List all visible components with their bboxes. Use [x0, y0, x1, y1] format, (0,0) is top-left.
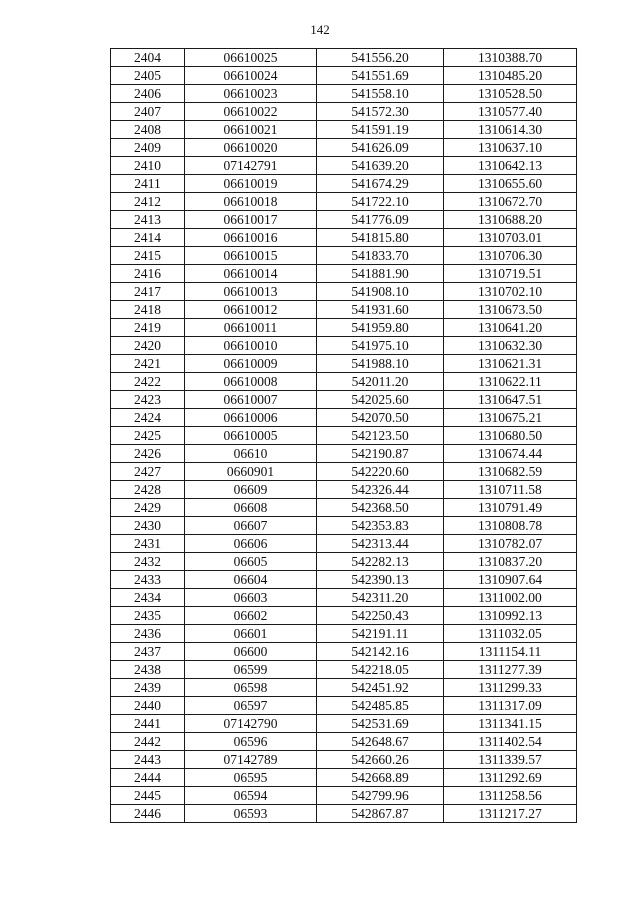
- table-row: [111, 625, 577, 643]
- point-code-cell: 06608: [185, 499, 317, 517]
- table-row: [111, 499, 577, 517]
- point-number-cell: 2430: [111, 517, 185, 535]
- point-number-cell: 2425: [111, 427, 185, 445]
- point-number-cell: 2415: [111, 247, 185, 265]
- point-code-cell: 06610010: [185, 337, 317, 355]
- table-row: [111, 571, 577, 589]
- table-row: [111, 661, 577, 679]
- y-coordinate-cell: 1310808.78: [444, 517, 577, 535]
- y-coordinate-cell: 1311154.11: [444, 643, 577, 661]
- point-number-cell: 2440: [111, 697, 185, 715]
- y-coordinate-cell: 1310528.50: [444, 85, 577, 103]
- x-coordinate-cell: 542799.96: [317, 787, 444, 805]
- point-number-cell: 2422: [111, 373, 185, 391]
- point-number-cell: 2445: [111, 787, 185, 805]
- point-code-cell: 06593: [185, 805, 317, 823]
- point-number-cell: 2419: [111, 319, 185, 337]
- point-number-cell: 2432: [111, 553, 185, 571]
- x-coordinate-cell: 542451.92: [317, 679, 444, 697]
- x-coordinate-cell: 542220.60: [317, 463, 444, 481]
- point-number-cell: 2404: [111, 49, 185, 67]
- x-coordinate-cell: 542353.83: [317, 517, 444, 535]
- y-coordinate-cell: 1310614.30: [444, 121, 577, 139]
- x-coordinate-cell: 542311.20: [317, 589, 444, 607]
- x-coordinate-cell: 541988.10: [317, 355, 444, 373]
- point-number-cell: 2412: [111, 193, 185, 211]
- point-code-cell: 06610008: [185, 373, 317, 391]
- y-coordinate-cell: 1310485.20: [444, 67, 577, 85]
- point-code-cell: 07142790: [185, 715, 317, 733]
- y-coordinate-cell: 1310907.64: [444, 571, 577, 589]
- x-coordinate-cell: 541959.80: [317, 319, 444, 337]
- point-number-cell: 2410: [111, 157, 185, 175]
- point-code-cell: 06603: [185, 589, 317, 607]
- x-coordinate-cell: 541572.30: [317, 103, 444, 121]
- point-code-cell: 07142789: [185, 751, 317, 769]
- x-coordinate-cell: 542326.44: [317, 481, 444, 499]
- coordinates-table: [110, 48, 577, 823]
- x-coordinate-cell: 541722.10: [317, 193, 444, 211]
- x-coordinate-cell: 542190.87: [317, 445, 444, 463]
- point-code-cell: 06610023: [185, 85, 317, 103]
- y-coordinate-cell: 1310577.40: [444, 103, 577, 121]
- point-number-cell: 2424: [111, 409, 185, 427]
- y-coordinate-cell: 1310622.11: [444, 373, 577, 391]
- point-number-cell: 2411: [111, 175, 185, 193]
- point-number-cell: 2446: [111, 805, 185, 823]
- table-row: [111, 175, 577, 193]
- table-row: [111, 607, 577, 625]
- table-row: [111, 103, 577, 121]
- x-coordinate-cell: 541591.19: [317, 121, 444, 139]
- table-row: [111, 679, 577, 697]
- table-row: [111, 265, 577, 283]
- point-code-cell: 06604: [185, 571, 317, 589]
- y-coordinate-cell: 1310647.51: [444, 391, 577, 409]
- point-code-cell: 06595: [185, 769, 317, 787]
- x-coordinate-cell: 542867.87: [317, 805, 444, 823]
- y-coordinate-cell: 1311341.15: [444, 715, 577, 733]
- table-row: [111, 391, 577, 409]
- x-coordinate-cell: 541556.20: [317, 49, 444, 67]
- point-code-cell: 06607: [185, 517, 317, 535]
- x-coordinate-cell: 541558.10: [317, 85, 444, 103]
- table-row: [111, 481, 577, 499]
- y-coordinate-cell: 1311317.09: [444, 697, 577, 715]
- table-row: [111, 589, 577, 607]
- point-number-cell: 2408: [111, 121, 185, 139]
- point-code-cell: 06610011: [185, 319, 317, 337]
- y-coordinate-cell: 1310642.13: [444, 157, 577, 175]
- point-number-cell: 2427: [111, 463, 185, 481]
- point-number-cell: 2431: [111, 535, 185, 553]
- y-coordinate-cell: 1310719.51: [444, 265, 577, 283]
- x-coordinate-cell: 542123.50: [317, 427, 444, 445]
- y-coordinate-cell: 1310673.50: [444, 301, 577, 319]
- x-coordinate-cell: 542660.26: [317, 751, 444, 769]
- page-number: 142: [310, 22, 330, 37]
- x-coordinate-cell: 541975.10: [317, 337, 444, 355]
- x-coordinate-cell: 542250.43: [317, 607, 444, 625]
- table-row: [111, 427, 577, 445]
- x-coordinate-cell: 542282.13: [317, 553, 444, 571]
- point-code-cell: 06601: [185, 625, 317, 643]
- point-code-cell: 06599: [185, 661, 317, 679]
- table-row: [111, 751, 577, 769]
- x-coordinate-cell: 542025.60: [317, 391, 444, 409]
- table-row: [111, 463, 577, 481]
- point-number-cell: 2414: [111, 229, 185, 247]
- table-row: [111, 229, 577, 247]
- coordinates-table-body: [111, 49, 577, 823]
- point-number-cell: 2444: [111, 769, 185, 787]
- point-number-cell: 2409: [111, 139, 185, 157]
- table-row: [111, 301, 577, 319]
- y-coordinate-cell: 1310655.60: [444, 175, 577, 193]
- x-coordinate-cell: 541551.69: [317, 67, 444, 85]
- table-row: [111, 643, 577, 661]
- x-coordinate-cell: 542191.11: [317, 625, 444, 643]
- y-coordinate-cell: 1310388.70: [444, 49, 577, 67]
- table-row: [111, 805, 577, 823]
- point-number-cell: 2416: [111, 265, 185, 283]
- table-row: [111, 157, 577, 175]
- point-number-cell: 2443: [111, 751, 185, 769]
- point-code-cell: 07142791: [185, 157, 317, 175]
- point-code-cell: 06610: [185, 445, 317, 463]
- y-coordinate-cell: 1310682.59: [444, 463, 577, 481]
- x-coordinate-cell: 541776.09: [317, 211, 444, 229]
- table-row: [111, 697, 577, 715]
- y-coordinate-cell: 1310702.10: [444, 283, 577, 301]
- x-coordinate-cell: 542668.89: [317, 769, 444, 787]
- table-row: [111, 553, 577, 571]
- y-coordinate-cell: 1310992.13: [444, 607, 577, 625]
- x-coordinate-cell: 542531.69: [317, 715, 444, 733]
- point-code-cell: 06610006: [185, 409, 317, 427]
- x-coordinate-cell: 541626.09: [317, 139, 444, 157]
- table-row: [111, 769, 577, 787]
- x-coordinate-cell: 541815.80: [317, 229, 444, 247]
- point-code-cell: 06610012: [185, 301, 317, 319]
- point-code-cell: 06610019: [185, 175, 317, 193]
- table-row: [111, 283, 577, 301]
- point-number-cell: 2441: [111, 715, 185, 733]
- table-row: [111, 517, 577, 535]
- point-code-cell: 06610009: [185, 355, 317, 373]
- point-code-cell: 06610015: [185, 247, 317, 265]
- x-coordinate-cell: 542011.20: [317, 373, 444, 391]
- y-coordinate-cell: 1310637.10: [444, 139, 577, 157]
- point-number-cell: 2434: [111, 589, 185, 607]
- y-coordinate-cell: 1310688.20: [444, 211, 577, 229]
- x-coordinate-cell: 542142.16: [317, 643, 444, 661]
- point-code-cell: 06597: [185, 697, 317, 715]
- table-row: [111, 247, 577, 265]
- point-code-cell: 06610025: [185, 49, 317, 67]
- y-coordinate-cell: 1311292.69: [444, 769, 577, 787]
- x-coordinate-cell: 541833.70: [317, 247, 444, 265]
- point-code-cell: 06609: [185, 481, 317, 499]
- table-row: [111, 85, 577, 103]
- point-number-cell: 2406: [111, 85, 185, 103]
- y-coordinate-cell: 1311277.39: [444, 661, 577, 679]
- y-coordinate-cell: 1310674.44: [444, 445, 577, 463]
- table-row: [111, 319, 577, 337]
- y-coordinate-cell: 1310680.50: [444, 427, 577, 445]
- point-number-cell: 2413: [111, 211, 185, 229]
- y-coordinate-cell: 1310632.30: [444, 337, 577, 355]
- y-coordinate-cell: 1310711.58: [444, 481, 577, 499]
- x-coordinate-cell: 542218.05: [317, 661, 444, 679]
- y-coordinate-cell: 1310621.31: [444, 355, 577, 373]
- point-number-cell: 2407: [111, 103, 185, 121]
- point-code-cell: 06610016: [185, 229, 317, 247]
- x-coordinate-cell: 541674.29: [317, 175, 444, 193]
- table-row: [111, 121, 577, 139]
- y-coordinate-cell: 1310706.30: [444, 247, 577, 265]
- point-code-cell: 06610024: [185, 67, 317, 85]
- x-coordinate-cell: 541908.10: [317, 283, 444, 301]
- y-coordinate-cell: 1310641.20: [444, 319, 577, 337]
- point-number-cell: 2442: [111, 733, 185, 751]
- x-coordinate-cell: 542313.44: [317, 535, 444, 553]
- point-number-cell: 2437: [111, 643, 185, 661]
- table-row: [111, 373, 577, 391]
- point-code-cell: 06600: [185, 643, 317, 661]
- y-coordinate-cell: 1310672.70: [444, 193, 577, 211]
- x-coordinate-cell: 541881.90: [317, 265, 444, 283]
- table-row: [111, 337, 577, 355]
- point-code-cell: 06610017: [185, 211, 317, 229]
- point-code-cell: 06610022: [185, 103, 317, 121]
- y-coordinate-cell: 1310675.21: [444, 409, 577, 427]
- point-code-cell: 06605: [185, 553, 317, 571]
- point-number-cell: 2421: [111, 355, 185, 373]
- x-coordinate-cell: 541639.20: [317, 157, 444, 175]
- y-coordinate-cell: 1311032.05: [444, 625, 577, 643]
- point-code-cell: 06596: [185, 733, 317, 751]
- y-coordinate-cell: 1311339.57: [444, 751, 577, 769]
- point-code-cell: 06610020: [185, 139, 317, 157]
- point-number-cell: 2435: [111, 607, 185, 625]
- point-number-cell: 2426: [111, 445, 185, 463]
- point-code-cell: 06602: [185, 607, 317, 625]
- point-code-cell: 06594: [185, 787, 317, 805]
- point-number-cell: 2428: [111, 481, 185, 499]
- point-number-cell: 2405: [111, 67, 185, 85]
- x-coordinate-cell: 542485.85: [317, 697, 444, 715]
- table-row: [111, 139, 577, 157]
- point-number-cell: 2438: [111, 661, 185, 679]
- table-row: [111, 787, 577, 805]
- point-number-cell: 2429: [111, 499, 185, 517]
- y-coordinate-cell: 1311217.27: [444, 805, 577, 823]
- point-number-cell: 2436: [111, 625, 185, 643]
- table-row: [111, 67, 577, 85]
- point-number-cell: 2417: [111, 283, 185, 301]
- point-code-cell: 06610021: [185, 121, 317, 139]
- table-row: [111, 355, 577, 373]
- y-coordinate-cell: 1311002.00: [444, 589, 577, 607]
- y-coordinate-cell: 1311402.54: [444, 733, 577, 751]
- x-coordinate-cell: 542070.50: [317, 409, 444, 427]
- point-code-cell: 06610018: [185, 193, 317, 211]
- y-coordinate-cell: 1310791.49: [444, 499, 577, 517]
- x-coordinate-cell: 541931.60: [317, 301, 444, 319]
- table-row: [111, 193, 577, 211]
- table-row: [111, 733, 577, 751]
- y-coordinate-cell: 1310703.01: [444, 229, 577, 247]
- table-row: [111, 535, 577, 553]
- point-number-cell: 2418: [111, 301, 185, 319]
- y-coordinate-cell: 1311258.56: [444, 787, 577, 805]
- point-number-cell: 2433: [111, 571, 185, 589]
- table-row: [111, 211, 577, 229]
- point-code-cell: 06598: [185, 679, 317, 697]
- point-code-cell: 06610013: [185, 283, 317, 301]
- y-coordinate-cell: 1310837.20: [444, 553, 577, 571]
- point-number-cell: 2423: [111, 391, 185, 409]
- x-coordinate-cell: 542368.50: [317, 499, 444, 517]
- point-code-cell: 06610005: [185, 427, 317, 445]
- point-code-cell: 0660901: [185, 463, 317, 481]
- point-number-cell: 2439: [111, 679, 185, 697]
- y-coordinate-cell: 1311299.33: [444, 679, 577, 697]
- y-coordinate-cell: 1310782.07: [444, 535, 577, 553]
- point-code-cell: 06606: [185, 535, 317, 553]
- point-number-cell: 2420: [111, 337, 185, 355]
- point-code-cell: 06610007: [185, 391, 317, 409]
- point-code-cell: 06610014: [185, 265, 317, 283]
- table-row: [111, 445, 577, 463]
- table-row: [111, 409, 577, 427]
- table-row: [111, 715, 577, 733]
- table-row: [111, 49, 577, 67]
- x-coordinate-cell: 542648.67: [317, 733, 444, 751]
- x-coordinate-cell: 542390.13: [317, 571, 444, 589]
